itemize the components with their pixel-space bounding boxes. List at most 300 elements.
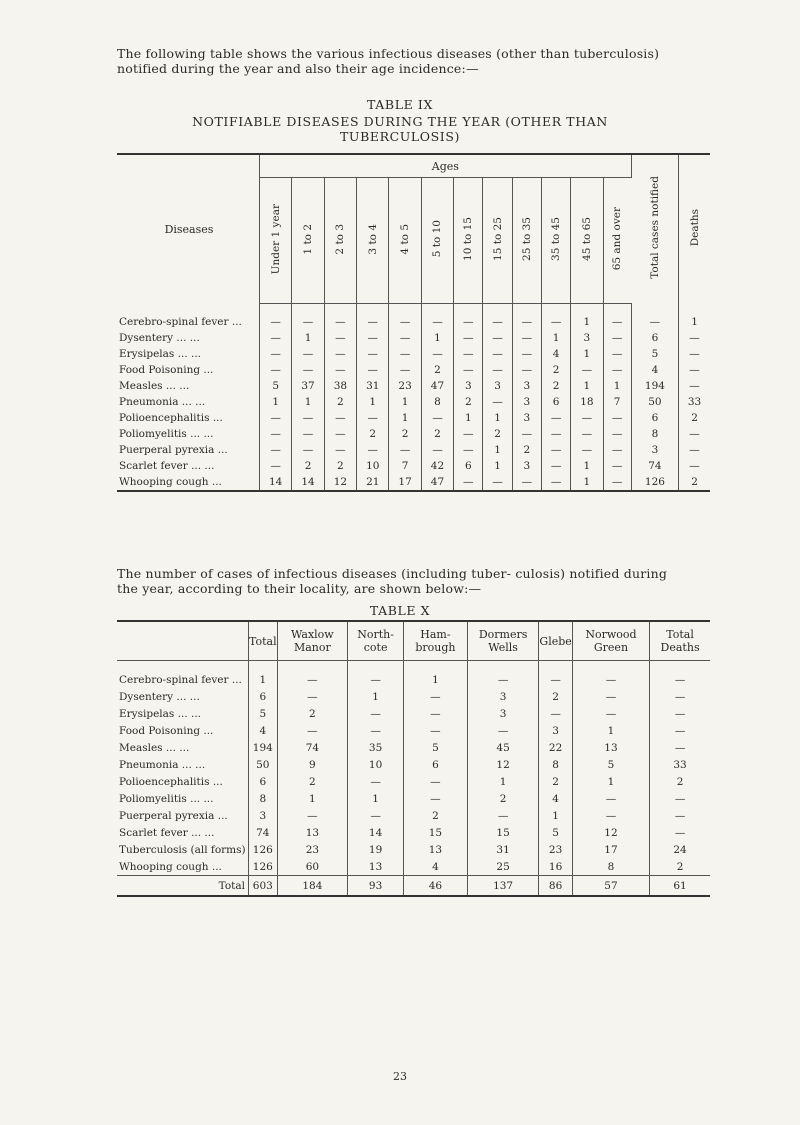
total-cases-header-label: Total cases notified (648, 176, 661, 280)
table-cell: 35 (348, 739, 404, 756)
table-cell: 2 (483, 426, 512, 442)
deaths-header (679, 154, 710, 304)
table-cell: — (389, 346, 421, 362)
table-cell: 3 (454, 378, 483, 394)
table-cell: 14 (292, 474, 324, 491)
table-cell: — (603, 410, 631, 426)
table-row (117, 705, 710, 722)
table-cell: 60 (277, 858, 348, 876)
total-cell: 184 (277, 876, 348, 897)
table-cell: 194 (249, 739, 278, 756)
table-cell: 8 (249, 790, 278, 807)
age-group-header (454, 178, 483, 304)
age-group-header (541, 178, 570, 304)
table-cell: 5 (404, 739, 468, 756)
table-cell: — (674, 826, 686, 839)
age-group-header (571, 178, 603, 304)
table-cell: 2 (404, 807, 468, 824)
table-cell: 18 (571, 394, 603, 410)
table-cell: — (324, 330, 356, 346)
total-cases-header (631, 154, 678, 304)
table-cell: 23 (277, 841, 348, 858)
table-cell: 5 (249, 705, 278, 722)
table-cell: 14 (348, 824, 404, 841)
table-row (117, 722, 710, 739)
disease-name: Measles ... ... (117, 739, 249, 756)
table-cell: 1 (249, 661, 278, 689)
disease-name: Polioencephalitis ... (117, 410, 260, 426)
table-cell: — (357, 346, 389, 362)
disease-name: Scarlet fever ... ... (117, 824, 249, 841)
table-cell: — (404, 705, 468, 722)
table-cell: — (260, 426, 292, 442)
table-cell: 8 (631, 426, 678, 442)
table-cell: — (512, 304, 541, 331)
table-cell: 2 (676, 775, 684, 788)
table-cell: 4 (539, 790, 572, 807)
table-row (117, 688, 710, 705)
table-cell: 6 (404, 756, 468, 773)
table-cell: — (404, 722, 468, 739)
age-group-header (512, 178, 541, 304)
table-cell: — (631, 304, 678, 331)
table-cell: 22 (539, 739, 572, 756)
table-cell: — (541, 410, 570, 426)
disease-name: Puerperal pyrexia ... (117, 442, 260, 458)
table-cell: 10 (348, 756, 404, 773)
table-cell: — (572, 688, 649, 705)
table-cell: 23 (539, 841, 572, 858)
table-cell: 50 (249, 756, 278, 773)
table-cell: — (674, 809, 686, 822)
table-cell: 19 (348, 841, 404, 858)
table-cell: 3 (571, 330, 603, 346)
age-group-label: 45 to 65 (580, 217, 593, 261)
table-cell: — (277, 661, 348, 689)
table-cell: 33 (673, 758, 687, 771)
disease-name: Dysentery ... ... (117, 688, 249, 705)
table-cell: — (467, 661, 539, 689)
table-cell: 16 (539, 858, 572, 876)
table-cell: — (512, 362, 541, 378)
table-cell: — (277, 688, 348, 705)
table-cell: — (512, 346, 541, 362)
table-cell: 4 (631, 362, 678, 378)
table-cell: 1 (277, 790, 348, 807)
table-cell: — (260, 346, 292, 362)
table-cell: 7 (603, 394, 631, 410)
table-cell: — (674, 792, 686, 805)
table-cell: — (603, 362, 631, 378)
table-cell: 1 (483, 410, 512, 426)
table-row (117, 304, 710, 331)
table-cell: 12 (572, 824, 649, 841)
age-group-label: 35 to 45 (550, 217, 563, 261)
age-group-header (357, 178, 389, 304)
table-cell: 37 (292, 378, 324, 394)
table-cell: — (277, 722, 348, 739)
disease-name: Pneumonia ... ... (117, 756, 249, 773)
table-cell: 1 (454, 410, 483, 426)
table-cell: 1 (389, 394, 421, 410)
table-ix (117, 153, 710, 492)
table-cell: 47 (421, 378, 453, 394)
disease-name: Puerperal pyrexia ... (117, 807, 249, 824)
table-cell: — (324, 442, 356, 458)
table-cell: — (357, 304, 389, 331)
age-group-label: 25 to 35 (520, 217, 533, 261)
disease-name: Measles ... ... (117, 378, 260, 394)
table-cell: 126 (249, 841, 278, 858)
table-cell: — (357, 330, 389, 346)
table-cell: — (541, 304, 570, 331)
table-cell: 1 (571, 304, 603, 331)
table-row (117, 378, 710, 394)
table-cell: — (404, 773, 468, 790)
table-cell: 8 (572, 858, 649, 876)
table-cell: — (689, 460, 700, 472)
table-cell: 1 (572, 773, 649, 790)
table-cell: — (260, 410, 292, 426)
table-cell: — (348, 722, 404, 739)
table-cell: — (292, 362, 324, 378)
table-cell: — (674, 707, 686, 720)
table-cell: 3 (249, 807, 278, 824)
disease-name: Erysipelas ... ... (117, 346, 260, 362)
table-cell: — (541, 442, 570, 458)
table-cell: 31 (467, 841, 539, 858)
table-cell: 3 (483, 378, 512, 394)
table-cell: 38 (324, 378, 356, 394)
table-cell: — (404, 688, 468, 705)
table-cell: 3 (467, 705, 539, 722)
table-row (117, 458, 710, 474)
table-cell: 47 (421, 474, 453, 491)
column-header: Glebe (539, 621, 572, 661)
table-cell: 7 (389, 458, 421, 474)
table-cell: 5 (572, 756, 649, 773)
table-cell: 126 (249, 858, 278, 876)
table-cell: 8 (539, 756, 572, 773)
table-cell: — (292, 426, 324, 442)
table-cell: — (541, 474, 570, 491)
table-cell: 15 (404, 824, 468, 841)
table-cell: 2 (541, 378, 570, 394)
disease-name: Food Poisoning ... (117, 362, 260, 378)
total-cell: 61 (650, 876, 710, 897)
age-group-header (421, 178, 453, 304)
table-cell: — (260, 330, 292, 346)
table-cell: 3 (539, 722, 572, 739)
table-cell: 6 (631, 410, 678, 426)
table-cell: — (277, 807, 348, 824)
table-cell: — (483, 474, 512, 491)
table-cell: 126 (631, 474, 678, 491)
disease-name: Cerebro-spinal fever ... (117, 661, 249, 689)
table-cell: 3 (631, 442, 678, 458)
table-cell: 1 (389, 410, 421, 426)
age-group-header (260, 178, 292, 304)
total-cell: 603 (249, 876, 278, 897)
table-ix-caption: TABLE IX (367, 97, 433, 112)
table-cell: — (689, 348, 700, 360)
table-row (117, 410, 710, 426)
table-cell: — (357, 410, 389, 426)
table-cell: — (404, 790, 468, 807)
table-cell: — (292, 410, 324, 426)
table-cell: 1 (691, 315, 698, 328)
table-cell: — (512, 426, 541, 442)
table-cell: — (541, 458, 570, 474)
table-row (117, 362, 710, 378)
table-cell: 5 (260, 378, 292, 394)
table-row (117, 661, 710, 689)
table-x-caption: TABLE X (369, 603, 431, 618)
table-cell: 3 (512, 394, 541, 410)
table-cell: — (483, 394, 512, 410)
disease-name: Erysipelas ... ... (117, 705, 249, 722)
table-cell: 1 (404, 661, 468, 689)
total-row (117, 876, 710, 897)
table-cell: 2 (277, 705, 348, 722)
table-cell: — (260, 458, 292, 474)
table-cell: 2 (454, 394, 483, 410)
disease-name: Cerebro-spinal fever ... (117, 304, 260, 331)
age-group-header (292, 178, 324, 304)
diseases-header-label: Diseases (164, 222, 214, 236)
table-cell: — (674, 741, 686, 754)
disease-name: Poliomyelitis ... ... (117, 426, 260, 442)
disease-name: Whooping cough ... (117, 858, 249, 876)
table-cell: 1 (467, 773, 539, 790)
table-cell: — (603, 474, 631, 491)
age-group-label: 65 and over (611, 207, 624, 271)
table-cell: — (292, 304, 324, 331)
table-cell: 2 (541, 362, 570, 378)
table-cell: 14 (260, 474, 292, 491)
table-cell: — (421, 410, 453, 426)
table-row (117, 790, 710, 807)
table-cell: 3 (512, 378, 541, 394)
age-group-label: 15 to 25 (491, 217, 504, 261)
table-cell: — (421, 442, 453, 458)
table-cell: 1 (603, 378, 631, 394)
table-cell: — (572, 705, 649, 722)
table-cell: 23 (389, 378, 421, 394)
table-cell: — (541, 426, 570, 442)
table-cell: — (603, 458, 631, 474)
table-cell: 1 (348, 688, 404, 705)
table-cell: 4 (541, 346, 570, 362)
column-header: Ham- brough (404, 621, 468, 661)
table-cell: 15 (467, 824, 539, 841)
table-cell: — (572, 661, 649, 689)
table-cell: — (539, 705, 572, 722)
table-cell: — (421, 304, 453, 331)
table-cell: — (689, 444, 700, 456)
table-cell: — (324, 410, 356, 426)
table-row (117, 756, 710, 773)
table-cell: 3 (512, 410, 541, 426)
table-cell: — (348, 661, 404, 689)
table-cell: — (389, 304, 421, 331)
table-cell: 12 (467, 756, 539, 773)
table-cell: — (674, 724, 686, 737)
table-cell: 2 (324, 394, 356, 410)
table-cell: 2 (539, 688, 572, 705)
age-group-label: 10 to 15 (462, 217, 475, 261)
table-cell: — (292, 346, 324, 362)
table-row (117, 442, 710, 458)
table-cell: — (571, 426, 603, 442)
table-cell: — (324, 346, 356, 362)
table-cell: — (260, 442, 292, 458)
table-cell: 50 (631, 394, 678, 410)
total-cell: 93 (348, 876, 404, 897)
table-cell: — (454, 474, 483, 491)
table-cell: — (483, 304, 512, 331)
table-cell: — (324, 426, 356, 442)
table-cell: 13 (404, 841, 468, 858)
table-cell: 13 (277, 824, 348, 841)
table-cell: — (348, 773, 404, 790)
table-row (117, 739, 710, 756)
table-cell: — (260, 362, 292, 378)
table-cell: — (674, 673, 686, 686)
age-group-label: 3 to 4 (366, 223, 379, 255)
disease-name: Poliomyelitis ... ... (117, 790, 249, 807)
column-header: Waxlow Manor (277, 621, 348, 661)
table-row (117, 841, 710, 858)
table-cell: 5 (539, 824, 572, 841)
table-cell: — (483, 330, 512, 346)
table-cell: — (539, 661, 572, 689)
total-cell: 46 (404, 876, 468, 897)
table-cell: 2 (676, 860, 684, 873)
table-cell: 24 (673, 843, 687, 856)
table-row (117, 394, 710, 410)
page-number: 23 (393, 1070, 407, 1083)
table-cell: — (389, 442, 421, 458)
table-cell: — (572, 807, 649, 824)
table-cell: — (483, 362, 512, 378)
table-cell: — (348, 807, 404, 824)
table-cell: — (454, 426, 483, 442)
table-cell: 2 (421, 426, 453, 442)
table-ix-subtitle: NOTIFIABLE DISEASES DURING THE YEAR (OTHER THAN TUBERCULOSIS) (192, 114, 608, 144)
age-group-label: Under 1 year (269, 203, 282, 275)
table-cell: 21 (357, 474, 389, 491)
table-cell: — (260, 304, 292, 331)
total-cell: 137 (467, 876, 539, 897)
table-cell: — (324, 362, 356, 378)
table-row (117, 474, 710, 491)
table-cell: 1 (421, 330, 453, 346)
table-cell: — (357, 442, 389, 458)
table-cell: — (689, 380, 700, 392)
table-cell: — (572, 790, 649, 807)
disease-name: Scarlet fever ... ... (117, 458, 260, 474)
table-cell: 1 (357, 394, 389, 410)
table-cell: 1 (571, 378, 603, 394)
table-cell: 17 (389, 474, 421, 491)
table-cell: 74 (249, 824, 278, 841)
table-cell: 6 (249, 688, 278, 705)
table-cell: 2 (467, 790, 539, 807)
disease-name: Polioencephalitis ... (117, 773, 249, 790)
table-row (117, 807, 710, 824)
table-cell: 5 (631, 346, 678, 362)
table-cell: — (357, 362, 389, 378)
table-cell: 1 (539, 807, 572, 824)
table-cell: 74 (631, 458, 678, 474)
intro-paragraph: The following table shows the various infectious diseases (other than tuberculosis) notified during the year and also their age incidence:— (117, 46, 660, 76)
table-cell: 1 (571, 458, 603, 474)
total-cell: 86 (539, 876, 572, 897)
table-cell: 6 (541, 394, 570, 410)
table-cell: 1 (572, 722, 649, 739)
table-cell: — (689, 428, 700, 440)
age-group-label: 1 to 2 (302, 223, 315, 255)
disease-name: Whooping cough ... (117, 474, 260, 491)
diseases-header (117, 154, 260, 304)
table-cell: — (292, 442, 324, 458)
table-cell: — (454, 330, 483, 346)
table-cell: 8 (421, 394, 453, 410)
age-group-label: 5 to 10 (431, 220, 444, 258)
table-cell: — (389, 330, 421, 346)
table-cell: — (571, 442, 603, 458)
table-cell: 2 (691, 412, 698, 424)
table-cell: 1 (541, 330, 570, 346)
table-cell: 45 (467, 739, 539, 756)
table-row (117, 858, 710, 876)
table-cell: 25 (467, 858, 539, 876)
table-cell: 10 (357, 458, 389, 474)
table-cell: 4 (249, 722, 278, 739)
table-cell: 33 (687, 396, 702, 408)
table-cell: 13 (348, 858, 404, 876)
table-cell: 1 (483, 458, 512, 474)
table-cell: — (454, 362, 483, 378)
table-cell: 2 (357, 426, 389, 442)
table-cell: 9 (277, 756, 348, 773)
table-cell: 2 (324, 458, 356, 474)
ages-header: Ages (260, 154, 632, 178)
table-cell: — (389, 362, 421, 378)
table-cell: — (454, 304, 483, 331)
table-cell: — (571, 410, 603, 426)
disease-name: Pneumonia ... ... (117, 394, 260, 410)
table-cell: 1 (571, 474, 603, 491)
table-row (117, 330, 710, 346)
table-cell: — (689, 364, 700, 376)
age-group-header (483, 178, 512, 304)
table-cell: — (603, 426, 631, 442)
table-x (117, 620, 710, 897)
table-cell: 3 (512, 458, 541, 474)
age-group-label: 4 to 5 (399, 223, 412, 255)
column-header: North- cote (348, 621, 404, 661)
column-header: Total (249, 621, 278, 661)
disease-name: Dysentery ... ... (117, 330, 260, 346)
age-group-header (603, 178, 631, 304)
table-row (117, 346, 710, 362)
table-cell: — (603, 330, 631, 346)
column-header (117, 621, 249, 661)
disease-name: Food Poisoning ... (117, 722, 249, 739)
table-cell: 1 (260, 394, 292, 410)
